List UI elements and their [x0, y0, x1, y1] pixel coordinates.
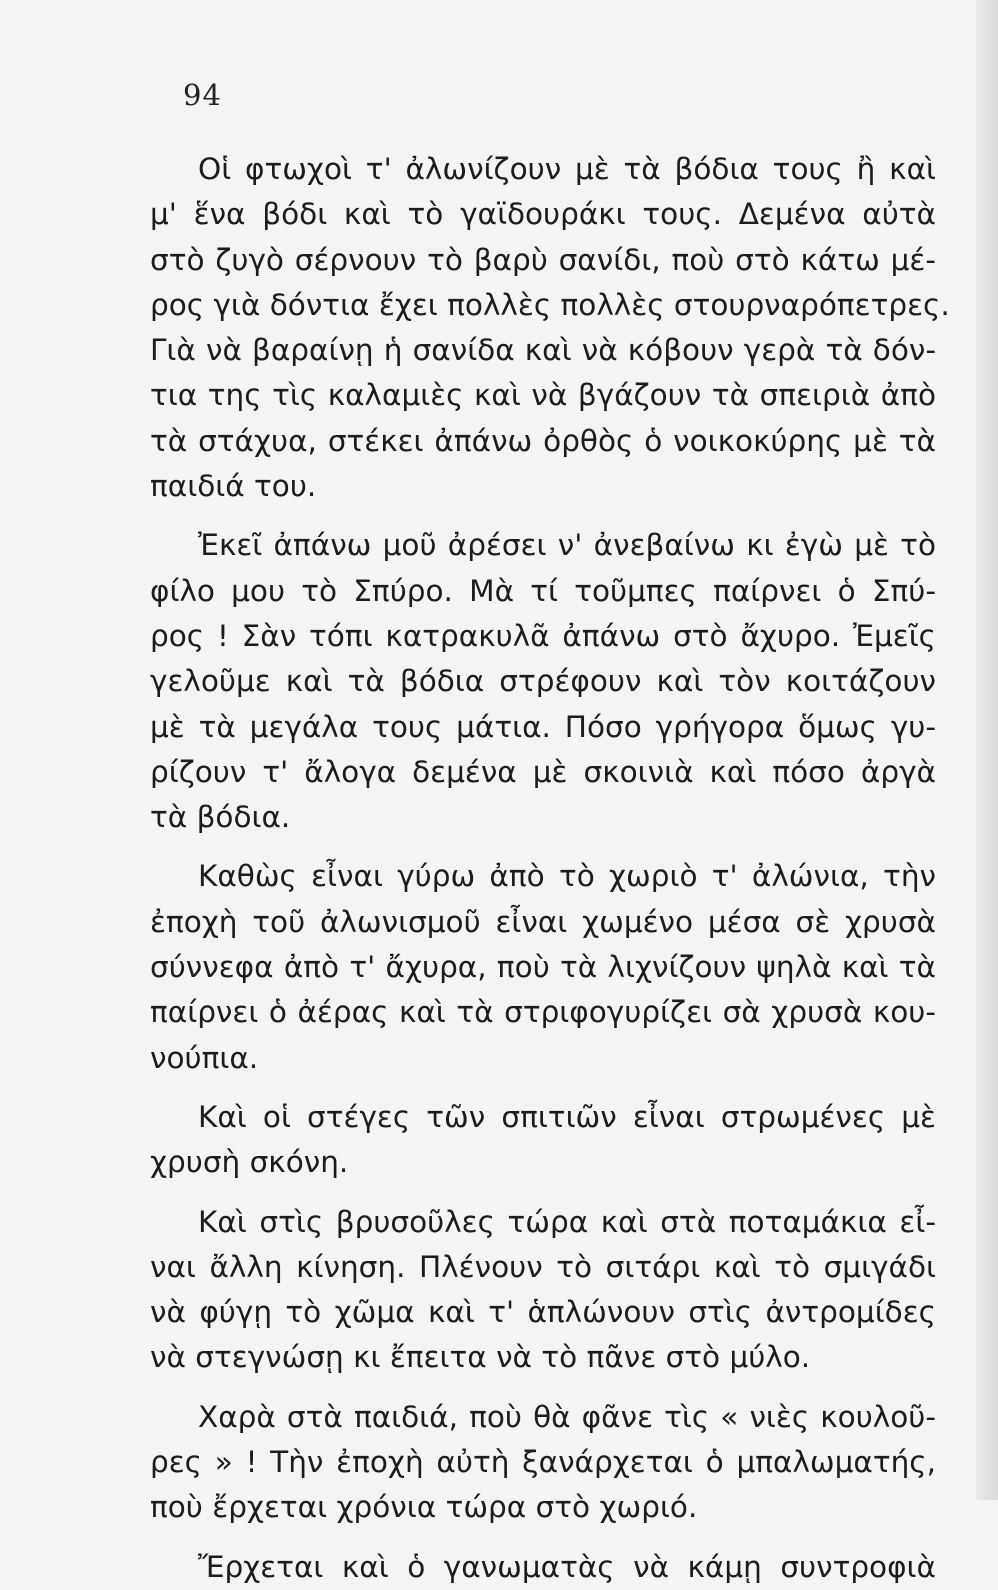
text-line: τὰ στάχυα, στέκει ἀπάνω ὀρθὸς ὁ νοικοκύρης μὲ τὰ	[150, 423, 936, 458]
text-line: ποὺ ἔρχεται χρόνια τώρα στὸ χωριό.	[150, 1490, 698, 1525]
text-line: στὸ ζυγὸ σέρνουν τὸ βαρὺ σανίδι, ποὺ στὸ κάτω μέ-	[150, 242, 936, 277]
text-line: Χαρὰ στὰ παιδιά, ποὺ θὰ φᾶνε τὶς « νιὲς κουλοῦ-	[198, 1399, 936, 1434]
text-line: νὰ φύγῃ τὸ χῶμα καὶ τ' ἁπλώνουν στὶς ἀντρομίδες	[150, 1295, 936, 1330]
text-line: τὰ βόδια.	[150, 800, 291, 835]
paragraph-gap	[150, 1531, 936, 1545]
paragraph-gap	[150, 1081, 936, 1095]
text-line: ρος γιὰ δόντια ἔχει πολλὲς πολλὲς στουρναρόπετρες.	[150, 287, 950, 322]
text-line: νούπια.	[150, 1040, 259, 1075]
text-line: ρες » ! Τὴν ἐποχὴ αὐτὴ ξανάρχεται ὁ μπαλωματής,	[150, 1445, 936, 1480]
text-line: Γιὰ νὰ βαραίνῃ ἡ σανίδα καὶ νὰ κόβουν γερὰ τὰ δόν-	[150, 333, 936, 368]
text-line: μ' ἕνα βόδι καὶ τὸ γαϊδουράκι τους. Δεμένα αὐτὰ	[150, 197, 936, 232]
paragraph-gap	[150, 840, 936, 854]
text-line: Καθὼς εἶναι γύρω ἀπὸ τὸ χωριὸ τ' ἀλώνια, τὴν	[198, 859, 936, 894]
text-line: Ἔρχεται καὶ ὁ γανωματὰς νὰ κάμῃ συντροφιὰ	[198, 1549, 936, 1584]
text-line: Καὶ οἱ στέγες τῶν σπιτιῶν εἶναι στρωμένες μὲ	[198, 1099, 936, 1134]
page-number: 94	[183, 78, 222, 112]
paragraph-gap	[150, 509, 936, 523]
paragraph-gap	[150, 1186, 936, 1200]
text-line: ναι ἄλλη κίνηση. Πλένουν τὸ σιτάρι καὶ τὸ σμιγάδι	[150, 1249, 936, 1284]
text-line: τια της τὶς καλαμιὲς καὶ νὰ βγάζουν τὰ σπειριὰ ἀπὸ	[150, 378, 936, 413]
paragraph-gap	[150, 1381, 936, 1395]
body-text	[150, 147, 950, 1590]
text-line: φίλο μου τὸ Σπύρο. Μὰ τί τοῦμπες παίρνει ὁ Σπύ-	[150, 573, 936, 608]
text-line: ρίζουν τ' ἄλογα δεμένα μὲ σκοινιὰ καὶ πόσο ἀργὰ	[150, 754, 936, 789]
text-line: ἐποχὴ τοῦ ἀλωνισμοῦ εἶναι χωμένο μέσα σὲ χρυσὰ	[150, 904, 936, 939]
text-line: Καὶ στὶς βρυσοῦλες τώρα καὶ στὰ ποταμάκια εἶ-	[198, 1204, 936, 1239]
text-line: Οἱ φτωχοὶ τ' ἀλωνίζουν μὲ τὰ βόδια τους ἢ καὶ	[198, 152, 936, 186]
page-edge-shadow	[976, 0, 998, 1500]
text-line: Ἐκεῖ ἀπάνω μοῦ ἀρέσει ν' ἀνεβαίνω κι ἐγὼ μὲ τὸ	[198, 528, 936, 563]
text-line: ρος ! Σὰν τόπι κατρακυλᾶ ἀπάνω στὸ ἄχυρο. Ἐμεῖς	[150, 618, 936, 653]
text-line: νὰ στεγνώσῃ κι ἔπειτα νὰ τὸ πᾶνε στὸ μύλο.	[150, 1340, 811, 1375]
text-line: μὲ τὰ μεγάλα τους μάτια. Πόσο γρήγορα ὅμως γυ-	[150, 709, 936, 744]
text-line: παιδιά του.	[150, 469, 317, 504]
text-line: σύννεφα ἀπὸ τ' ἄχυρα, ποὺ τὰ λιχνίζουν ψηλὰ καὶ τὰ	[150, 950, 936, 985]
text-line: χρυσὴ σκόνη.	[150, 1145, 349, 1180]
text-line: παίρνει ὁ ἀέρας καὶ τὰ στριφογυρίζει σὰ χρυσὰ κου-	[150, 995, 936, 1030]
text-line: γελοῦμε καὶ τὰ βόδια στρέφουν καὶ τὸν κοιτάζουν	[150, 664, 936, 699]
